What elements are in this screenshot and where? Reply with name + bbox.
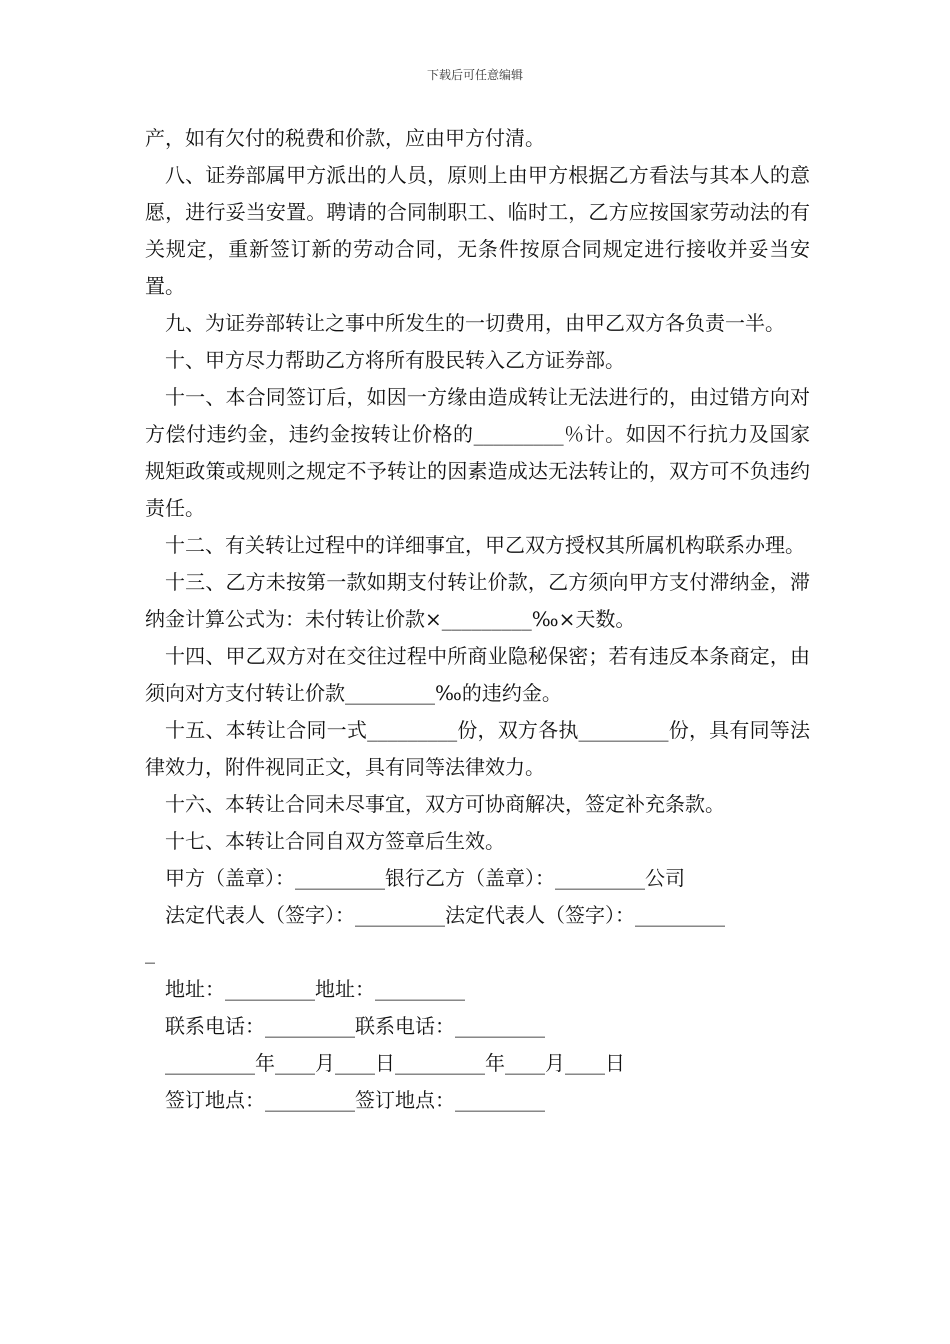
address-line: 地址：_________地址：_________	[165, 977, 465, 1001]
party-seal-line: 甲方（盖章）：_________银行乙方（盖章）：_________公司	[165, 866, 685, 890]
clause-11: 十一、本合同签订后，如因一方缘由造成转让无法进行的，由过错方向对方偿付违约金，违约金按转让价格的_________％计。如因不行抗力及国家规矩政策或规则之规定不予转让的因素造成达无法转让的，双方可不负违约责任。	[145, 385, 810, 520]
date-line: _________年____月____日_________年____月____日	[165, 1051, 625, 1075]
paragraph-continuation: 产，如有欠付的税费和价款，应由甲方付清。	[145, 126, 545, 150]
clause-12: 十二、有关转让过程中的详细事宜，甲乙双方授权其所属机构联系办理。	[165, 533, 805, 557]
clause-14: 十四、甲乙双方对在交往过程中所商业隐秘保密；若有违反本条商定，由须向对方支付转让价款_________‰的违约金。	[145, 644, 810, 705]
legal-rep-line: 法定代表人（签字）：_________法定代表人（签字）：_________	[165, 903, 725, 927]
clause-17: 十七、本转让合同自双方签章后生效。	[165, 829, 505, 853]
clause-8: 八、证券部属甲方派出的人员，原则上由甲方根据乙方看法与其本人的意愿，进行妥当安置。聘请的合同制职工、临时工，乙方应按国家劳动法的有关规定，重新签订新的劳动合同，无条件按原合同规定进行接收并妥当安置。	[145, 163, 810, 298]
clause-13: 十三、乙方未按第一款如期支付转让价款，乙方须向甲方支付滞纳金，滞纳金计算公式为：未付转让价款×_________‰×天数。	[145, 570, 810, 631]
legal-rep-line-wrap: _	[145, 940, 155, 964]
contract-body	[145, 120, 810, 1119]
clause-16: 十六、本转让合同未尽事宜，双方可协商解决，签定补充条款。	[165, 792, 725, 816]
phone-line: 联系电话：_________联系电话：_________	[165, 1014, 545, 1038]
clause-10: 十、甲方尽力帮助乙方将所有股民转入乙方证券部。	[165, 348, 625, 372]
page-header: 下载后可任意编辑	[426, 68, 523, 82]
clause-15: 十五、本转让合同一式_________份，双方各执_________份，具有同等法律效力，附件视同正文，具有同等法律效力。	[145, 718, 810, 779]
signing-place-line: 签订地点：_________签订地点：_________	[165, 1088, 545, 1112]
clause-9: 九、为证券部转让之事中所发生的一切费用，由甲乙双方各负责一半。	[165, 311, 785, 335]
